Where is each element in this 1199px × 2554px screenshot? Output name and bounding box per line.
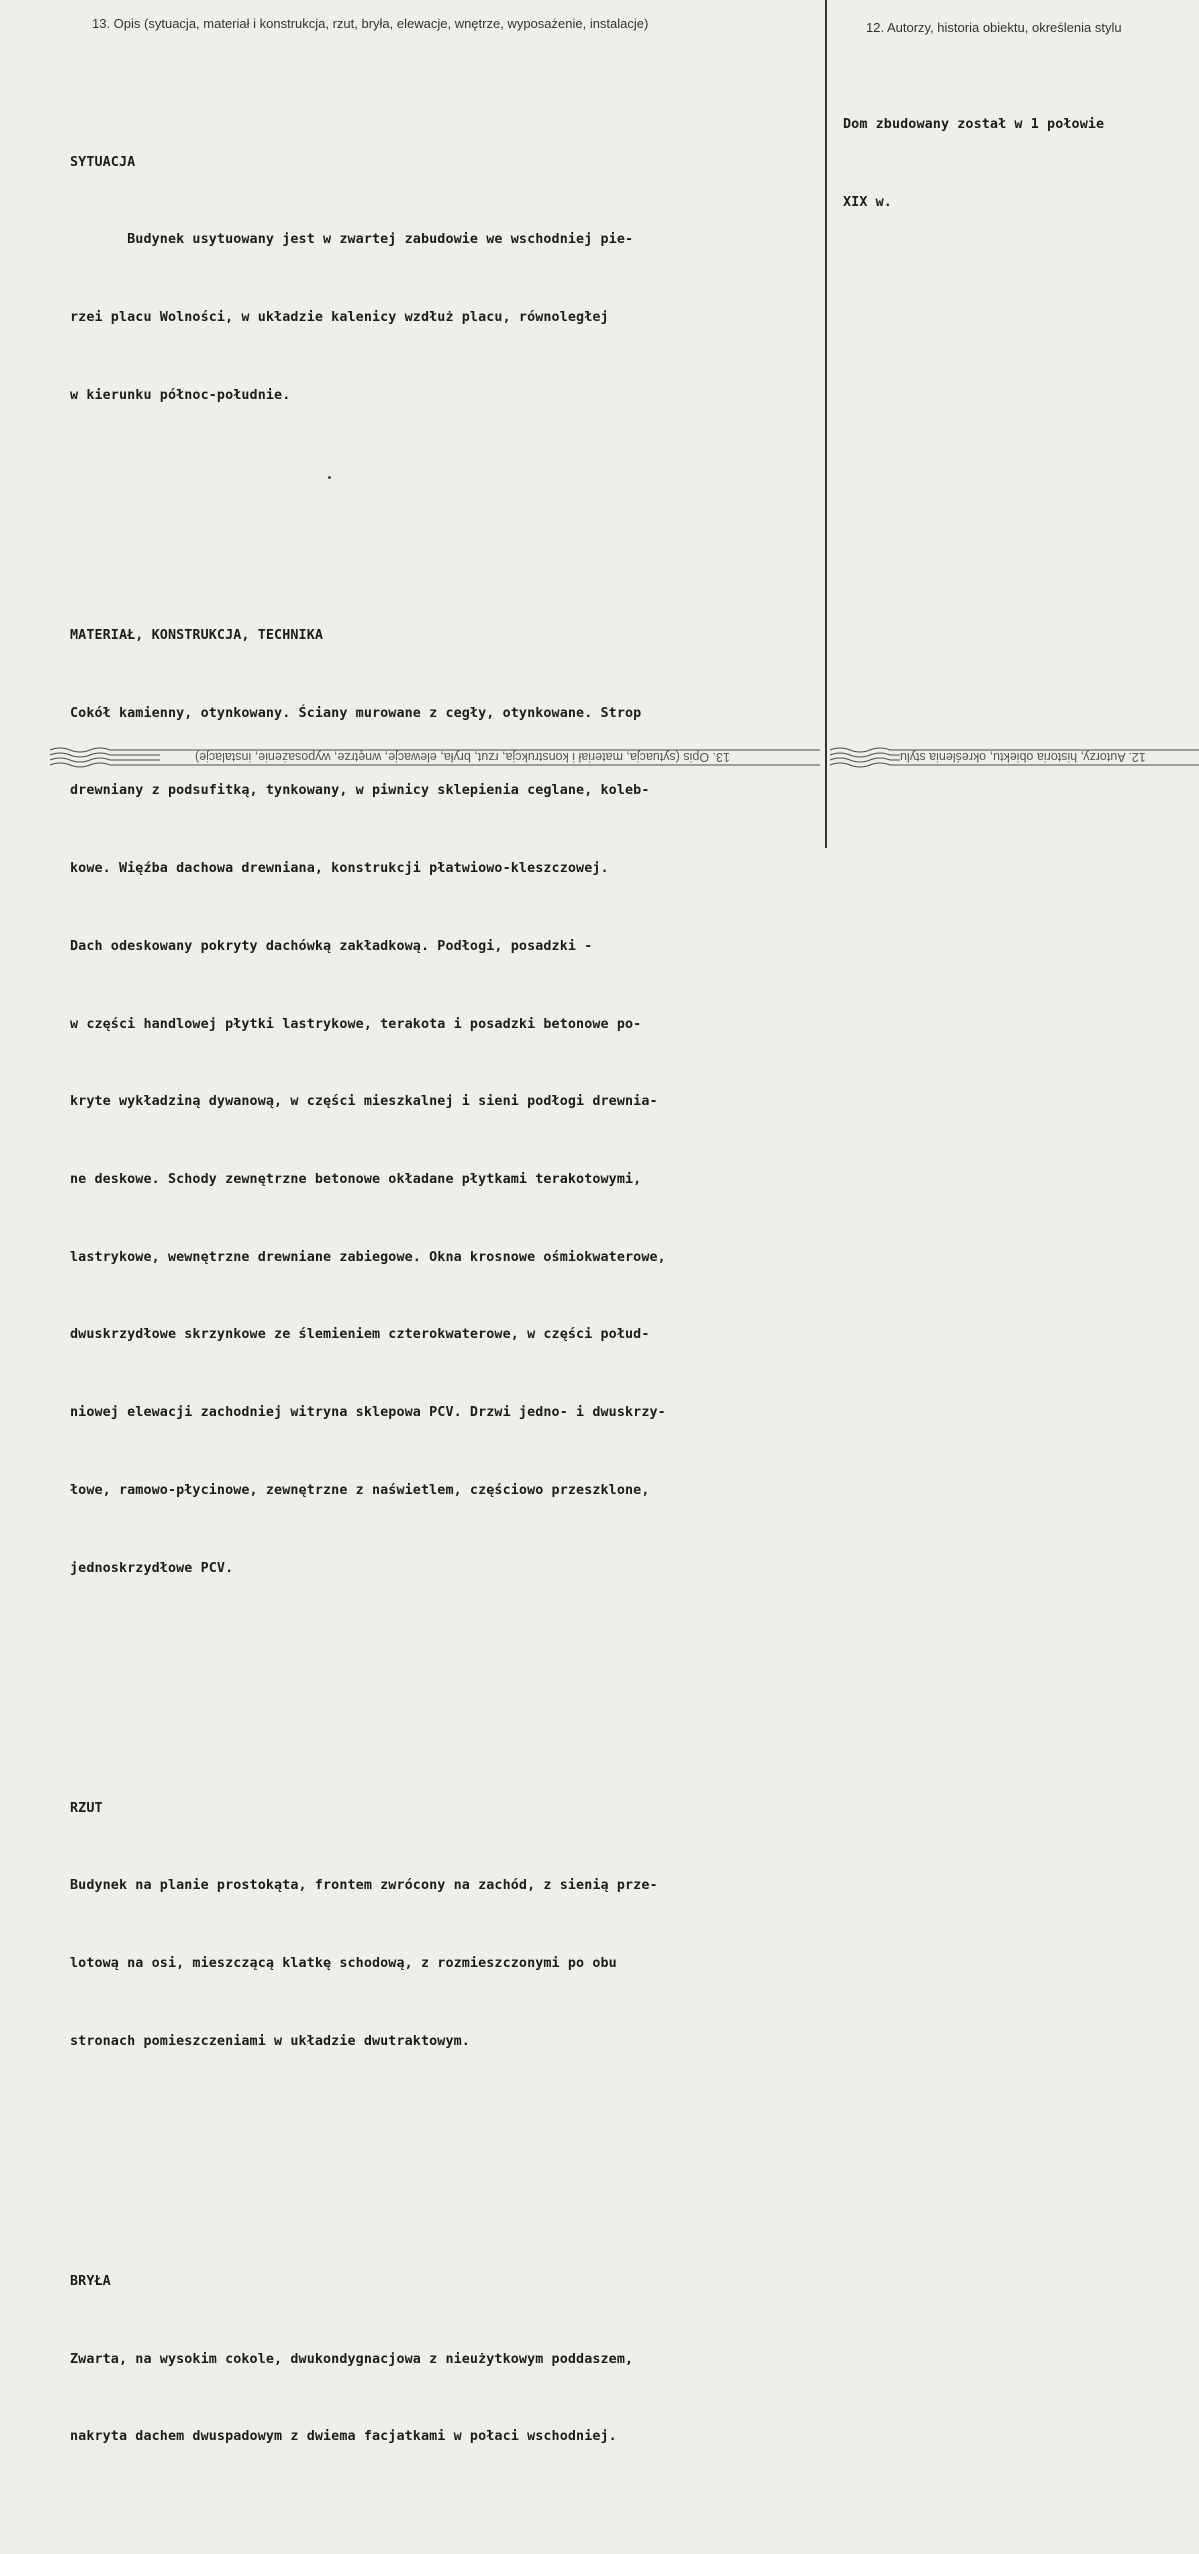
text-line: rzei placu Wolności, w układzie kalenicy wzdłuż placu, równoległej [70,310,609,326]
description-text [70,46,666,2554]
section-heading: MATERIAŁ, KONSTRUKCJA, TECHNIKA [70,627,324,643]
text-line: Cokół kamienny, otynkowany. Ściany murowane z cegły, otynkowane. Strop [70,705,642,721]
authors-history-text [843,60,1104,267]
text-line: dwuskrzydłowe skrzynkowe ze ślemieniem czterokwaterowe, w części połud- [70,1327,650,1343]
text-line: Zwarta, na wysokim cokole, dwukondygnacjowa z nieużytkowym poddaszem, [70,2351,634,2367]
text-line: kowe. Więźba dachowa drewniana, konstrukcji płatwiowo-kleszczowej. [70,861,609,877]
text-line: stronach pomieszczeniami w układzie dwutraktowym. [70,2033,470,2049]
text-line: drewniany z podsufitką, tynkowany, w piwnicy sklepienia ceglane, koleb- [70,783,650,799]
text-line: lastrykowe, wewnętrzne drewniane zabiegowe. Okna krosnowe ośmiokwaterowe, [70,1249,666,1265]
text-line: w kierunku północ-południe. [70,387,291,403]
text-line: Dom zbudowany został w 1 połowie [843,116,1105,132]
section-heading: SYTUACJA [70,154,136,170]
text-line: niowej elewacji zachodniej witryna sklepowa PCV. Drzwi jedno- i dwuskrzy- [70,1405,666,1421]
section-plan [70,1744,666,2107]
section-situation [70,98,666,461]
description-field-header: 13. Opis (sytuacja, materiał i konstrukcja, rzut, bryła, elewacje, wnętrze, wyposażenie, instalacje) [92,16,649,31]
text-line: Budynek na planie prostokąta, frontem zwrócony na zachód, z sienią prze- [70,1878,658,1894]
section-heading: RZUT [70,1800,103,1816]
column-divider [825,0,827,848]
text-line: jednoskrzydłowe PCV. [70,1560,234,1576]
section-material [70,571,666,1633]
text-line: Budynek usytuowany jest w zwartej zabudowie we wschodniej pie- [70,232,634,248]
bleed-through-left: 13. Opis (sytuacja, materiał i konstrukcja, rzut, bryła, elewacje, wnętrze, wyposażenie, instalacje) [195,750,730,764]
text-line: kryte wykładziną dywanową, w części mieszkalnej i sieni podłogi drewnia- [70,1094,658,1110]
text-line: nakryta dachem dwuspadowym z dwiema facjatkami w połaci wschodniej. [70,2429,617,2445]
text-line: w części handlowej płytki lastrykowe, terakota i posadzki betonowe po- [70,1016,642,1032]
section-heading: BRYŁA [70,2274,111,2290]
text-line: ne deskowe. Schody zewnętrzne betonowe okładane płytkami terakotowymi, [70,1171,642,1187]
text-line: lotową na osi, mieszczącą klatkę schodową, z rozmieszczonymi po obu [70,1956,617,1972]
section-massing [70,2217,666,2502]
text-line: Dach odeskowany pokryty dachówką zakładkową. Podłogi, posadzki - [70,938,593,954]
ink-speck [328,476,331,479]
text-line: łowe, ramowo-płycinowe, zewnętrzne z naświetlem, częściowo przeszklone, [70,1482,650,1498]
authors-field-header: 12. Autorzy, historia obiektu, określenia stylu [866,20,1122,35]
text-line: XIX w. [843,194,892,210]
bleed-through-right: 12. Autorzy, historia obiektu, określenia stylu [900,750,1146,764]
